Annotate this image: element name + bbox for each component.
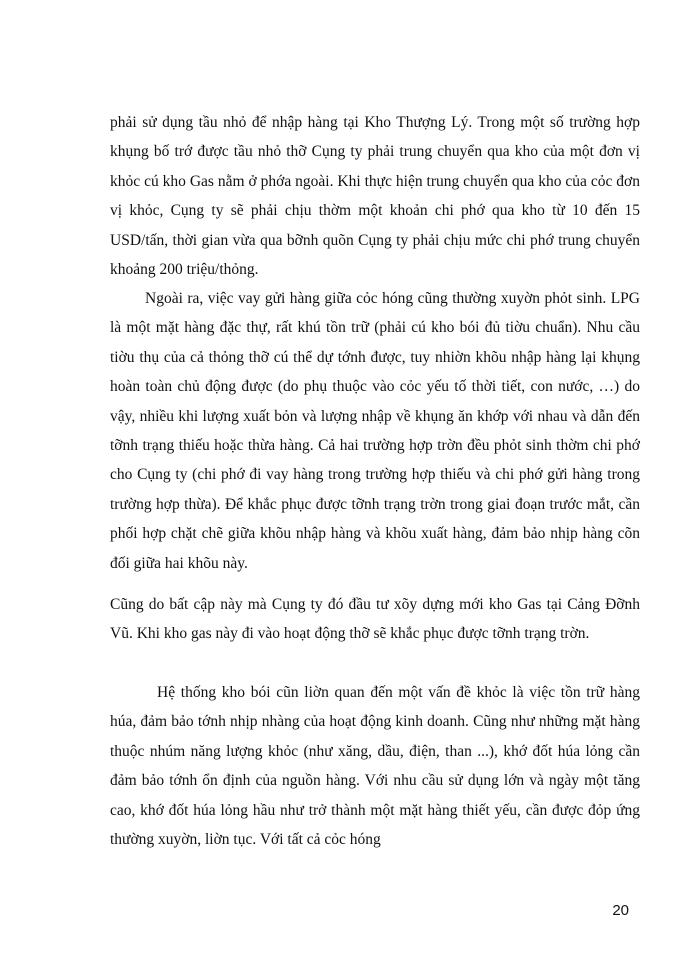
paragraph-2: Ngoài ra, việc vay gửi hàng giữa cỏc hóng cũng thường xuyờn phỏt sinh. LPG là một mặt hàng đặc thự, rất khú tồn trữ (phải cú kho bói đủ tiờu chuẩn). Nhu cầu tiờu thụ của cả thỏng thỡ cú thể dự tớnh được, tuy nhiờn khõu nhập hàng lại khụng hoàn toàn chủ động được (do phụ thuộc vào cỏc yếu tố thời tiết, con nước, …) do vậy, nhiều khi lượng xuất bỏn và lượng nhập về khụng ăn khớp với nhau và dẫn đến tỡnh trạng thiếu hoặc thừa hàng. Cả hai trường hợp trờn đều phỏt sinh thờm chi phớ cho Cụng ty (chi phớ đi vay hàng trong trường hợp thiếu và chi phớ gửi hàng trong trường hợp thừa). Để khắc phục được tỡnh trạng trờn trong giai đoạn trước mắt, cần phối hợp chặt chẽ giữa khõu nhập hàng và khõu xuất hàng, đảm bảo nhịp hàng cõn đối giữa hai khõu này.: [110, 290, 640, 572]
paragraph-4: Hệ thống kho bói cũn liờn quan đến một vấn đề khỏc là việc tồn trữ hàng húa, đảm bảo tớnh nhịp nhàng của hoạt động kinh doanh. Cũng như những mặt hàng thuộc nhúm năng lượng khỏc (như xăng, dầu, điện, than ...), khớ đốt húa lỏng cần đảm bảo tớnh ổn định của nguồn hàng. Với nhu cầu sử dụng lớn và ngày một tăng cao, khớ đốt húa lỏng hầu như trở thành một mặt hàng thiết yếu, cần được đỏp ứng thường xuyờn, liờn tục. Với tất cả cỏc hóng: [110, 684, 640, 849]
paragraph-1: phải sử dụng tầu nhỏ để nhập hàng tại Kho Thượng Lý. Trong một số trường hợp khụng bố trớ được tầu nhỏ thỡ Cụng ty phải trung chuyển qua kho của một đơn vị khỏc cú kho Gas nằm ở phớa ngoài. Khi thực hiện trung chuyển qua kho của cỏc đơn vị khỏc, Cụng ty sẽ phải chịu thờm một khoản chi phớ qua kho từ 10 đến 15 USD/tấn, thời gian vừa qua bỡnh quõn Cụng ty phải chịu mức chi phớ trung chuyển khoảng 200 triệu/thỏng.: [110, 114, 640, 279]
paragraph-3: Cũng do bất cập này mà Cụng ty đó đầu tư xõy dựng mới kho Gas tại Cảng Đỡnh Vũ. Khi kho gas này đi vào hoạt động thỡ sẽ khắc phục được tỡnh trạng trờn.: [110, 596, 640, 643]
page-number: 20: [612, 902, 629, 919]
